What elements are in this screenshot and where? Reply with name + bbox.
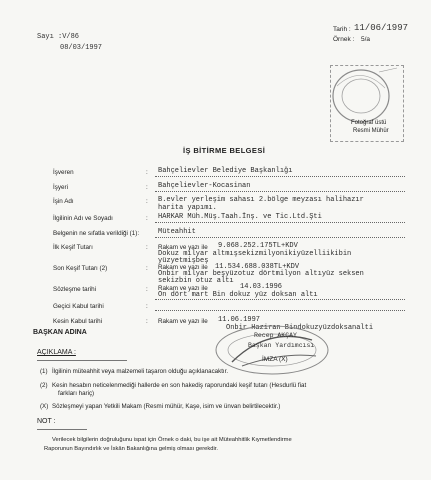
colon: :	[146, 244, 148, 251]
value-kesin-kabul-2: Onbir Haziran Bindokuzyüzdoksanalti	[226, 324, 374, 332]
label-kesin-kabul: Kesin Kabul tarihi	[53, 318, 103, 325]
aciklama-3-num: (X)	[40, 403, 49, 410]
value-son-kesif-2: Onbir milyar beşyüzotuz dörtmilyon altıyüz seksen	[158, 270, 364, 278]
sayi-number: Sayı :V/86	[37, 33, 80, 41]
rule	[37, 360, 127, 361]
value-isin-adi-1: B.evler yerleşim sahası 2.bölge meyzası halihazır	[158, 196, 364, 204]
dotted-line	[155, 191, 405, 192]
label-isin-adi: İşin Adı	[53, 198, 74, 205]
photo-box	[330, 65, 404, 142]
stamp-name: Recep AKÇAY	[254, 332, 297, 339]
ornek-value: 5/a	[361, 36, 371, 43]
value-ilk-kesif-1: 9.068.252.175TL+KDV	[218, 242, 298, 250]
not-text-1: Verilecek bilgilerin doğruluğunu ispat için Örnek o daki, bu işe ait Müteahhitlik Kıymetlendirme	[52, 437, 292, 443]
colon: :	[146, 303, 148, 310]
dotted-line	[155, 299, 405, 300]
value-ilk-kesif-2: Dokuz milyar altmışsekizmilyonikiyüzelliikibin	[158, 250, 352, 258]
not-heading: NOT :	[37, 418, 56, 425]
value-sozlesme-2: On dört mart Bin dokuz yüz doksan altı	[158, 291, 318, 299]
official-stamp-icon	[212, 322, 332, 377]
colon: :	[146, 215, 148, 222]
label-sozlesme: Sözleşme tarihi	[53, 286, 97, 293]
aciklama-2-text-2: farkları hariç)	[58, 390, 95, 397]
label-isyeri: İşyeri	[53, 184, 69, 191]
not-text-2: Raporunun Bayındırlık ve İskân Bakanlığına gelmiş olması gerekdir.	[44, 446, 218, 452]
colon: :	[146, 286, 148, 293]
label-sifat: Belgenin ne sıfatla verildiği (1):	[53, 230, 140, 237]
value-ilgili: HARKAR Müh.Müş.Taah.İnş. ve Tic.Ltd.Şti	[158, 213, 322, 221]
colon: :	[146, 169, 148, 176]
aciklama-1-text: İlgilinin müteahhit veya malzemeli taşaron olduğu açıklanacaktır.	[52, 368, 229, 375]
label-ilgili: İlgilinin Adı ve Soyadı	[53, 215, 113, 222]
value-ilk-kesif-3: yüzyetmişbeş	[158, 257, 209, 265]
aciklama-heading: AÇIKLAMA :	[37, 349, 76, 356]
document-title: İŞ BİTİRME BELGESİ	[183, 146, 266, 155]
baskan-adina: BAŞKAN ADINA	[33, 329, 87, 336]
label-son-kesif: Son Keşif Tutarı (2)	[53, 265, 108, 272]
label-ilk-kesif: İlk Keşif Tutarı	[53, 244, 93, 251]
value-sifat: Müteahhit	[158, 228, 196, 236]
sayi-date: 08/03/1997	[60, 44, 103, 52]
dotted-line	[155, 222, 405, 223]
aciklama-1-num: (1)	[40, 368, 48, 375]
rule	[37, 429, 87, 430]
aciklama-2-text-1: Kesin hesabın neticelenmediği hallerde en son hakediş raporundaki keşif tutarı (Hesdurlü fiat	[52, 382, 307, 389]
value-isin-adi-2: harita yapımı.	[158, 204, 217, 212]
dotted-line	[155, 176, 405, 177]
colon: :	[146, 198, 148, 205]
value-isyeri: Bahçelievler-Kocasinan	[158, 182, 251, 190]
value-son-kesif-3: sekizbin otuz altı	[158, 277, 234, 285]
stamp-title: Başkan Yardımcısı	[248, 342, 315, 349]
aciklama-3-text: Sözleşmeyi yapan Yetkili Makam (Resmi mühür, Kaşe, isim ve ünvan belirtilecektir.)	[52, 403, 281, 410]
value-son-kesif-1: 11.534.688.038TL+KDV	[215, 263, 300, 271]
ornek-label: Örnek :	[333, 36, 355, 43]
prefix-son-kesif: Rakam ve yazı ile	[158, 264, 208, 271]
prefix-sozlesme: Rakam ve yazı ile	[158, 285, 208, 292]
colon: :	[146, 318, 148, 325]
dotted-line	[155, 310, 405, 311]
colon: :	[146, 265, 148, 272]
colon: :	[146, 184, 148, 191]
tarih-label: Tarih :	[333, 26, 351, 33]
aciklama-2-num: (2)	[40, 382, 48, 389]
dotted-line	[155, 237, 405, 238]
prefix-kesin-kabul: Rakam ve yazı ile	[158, 318, 208, 325]
photo-box-line2: Resmi Mühür	[353, 128, 389, 134]
value-sozlesme-1: 14.03.1996	[240, 283, 283, 291]
label-isveren: İşveren	[53, 169, 74, 176]
value-isveren: Bahçelievler Belediye Başkanlığı	[158, 167, 293, 175]
tarih-value: 11/06/1997	[354, 23, 409, 33]
imza-label: İMZA (X)	[262, 356, 288, 363]
value-kesin-kabul-1: 11.06.1997	[218, 316, 261, 324]
photo-box-line1: Fotoğraf üstü	[351, 120, 387, 126]
label-gecici-kabul: Geçici Kabul tarihi	[53, 303, 104, 310]
prefix-ilk-kesif: Rakam ve yazı ile	[158, 244, 208, 251]
